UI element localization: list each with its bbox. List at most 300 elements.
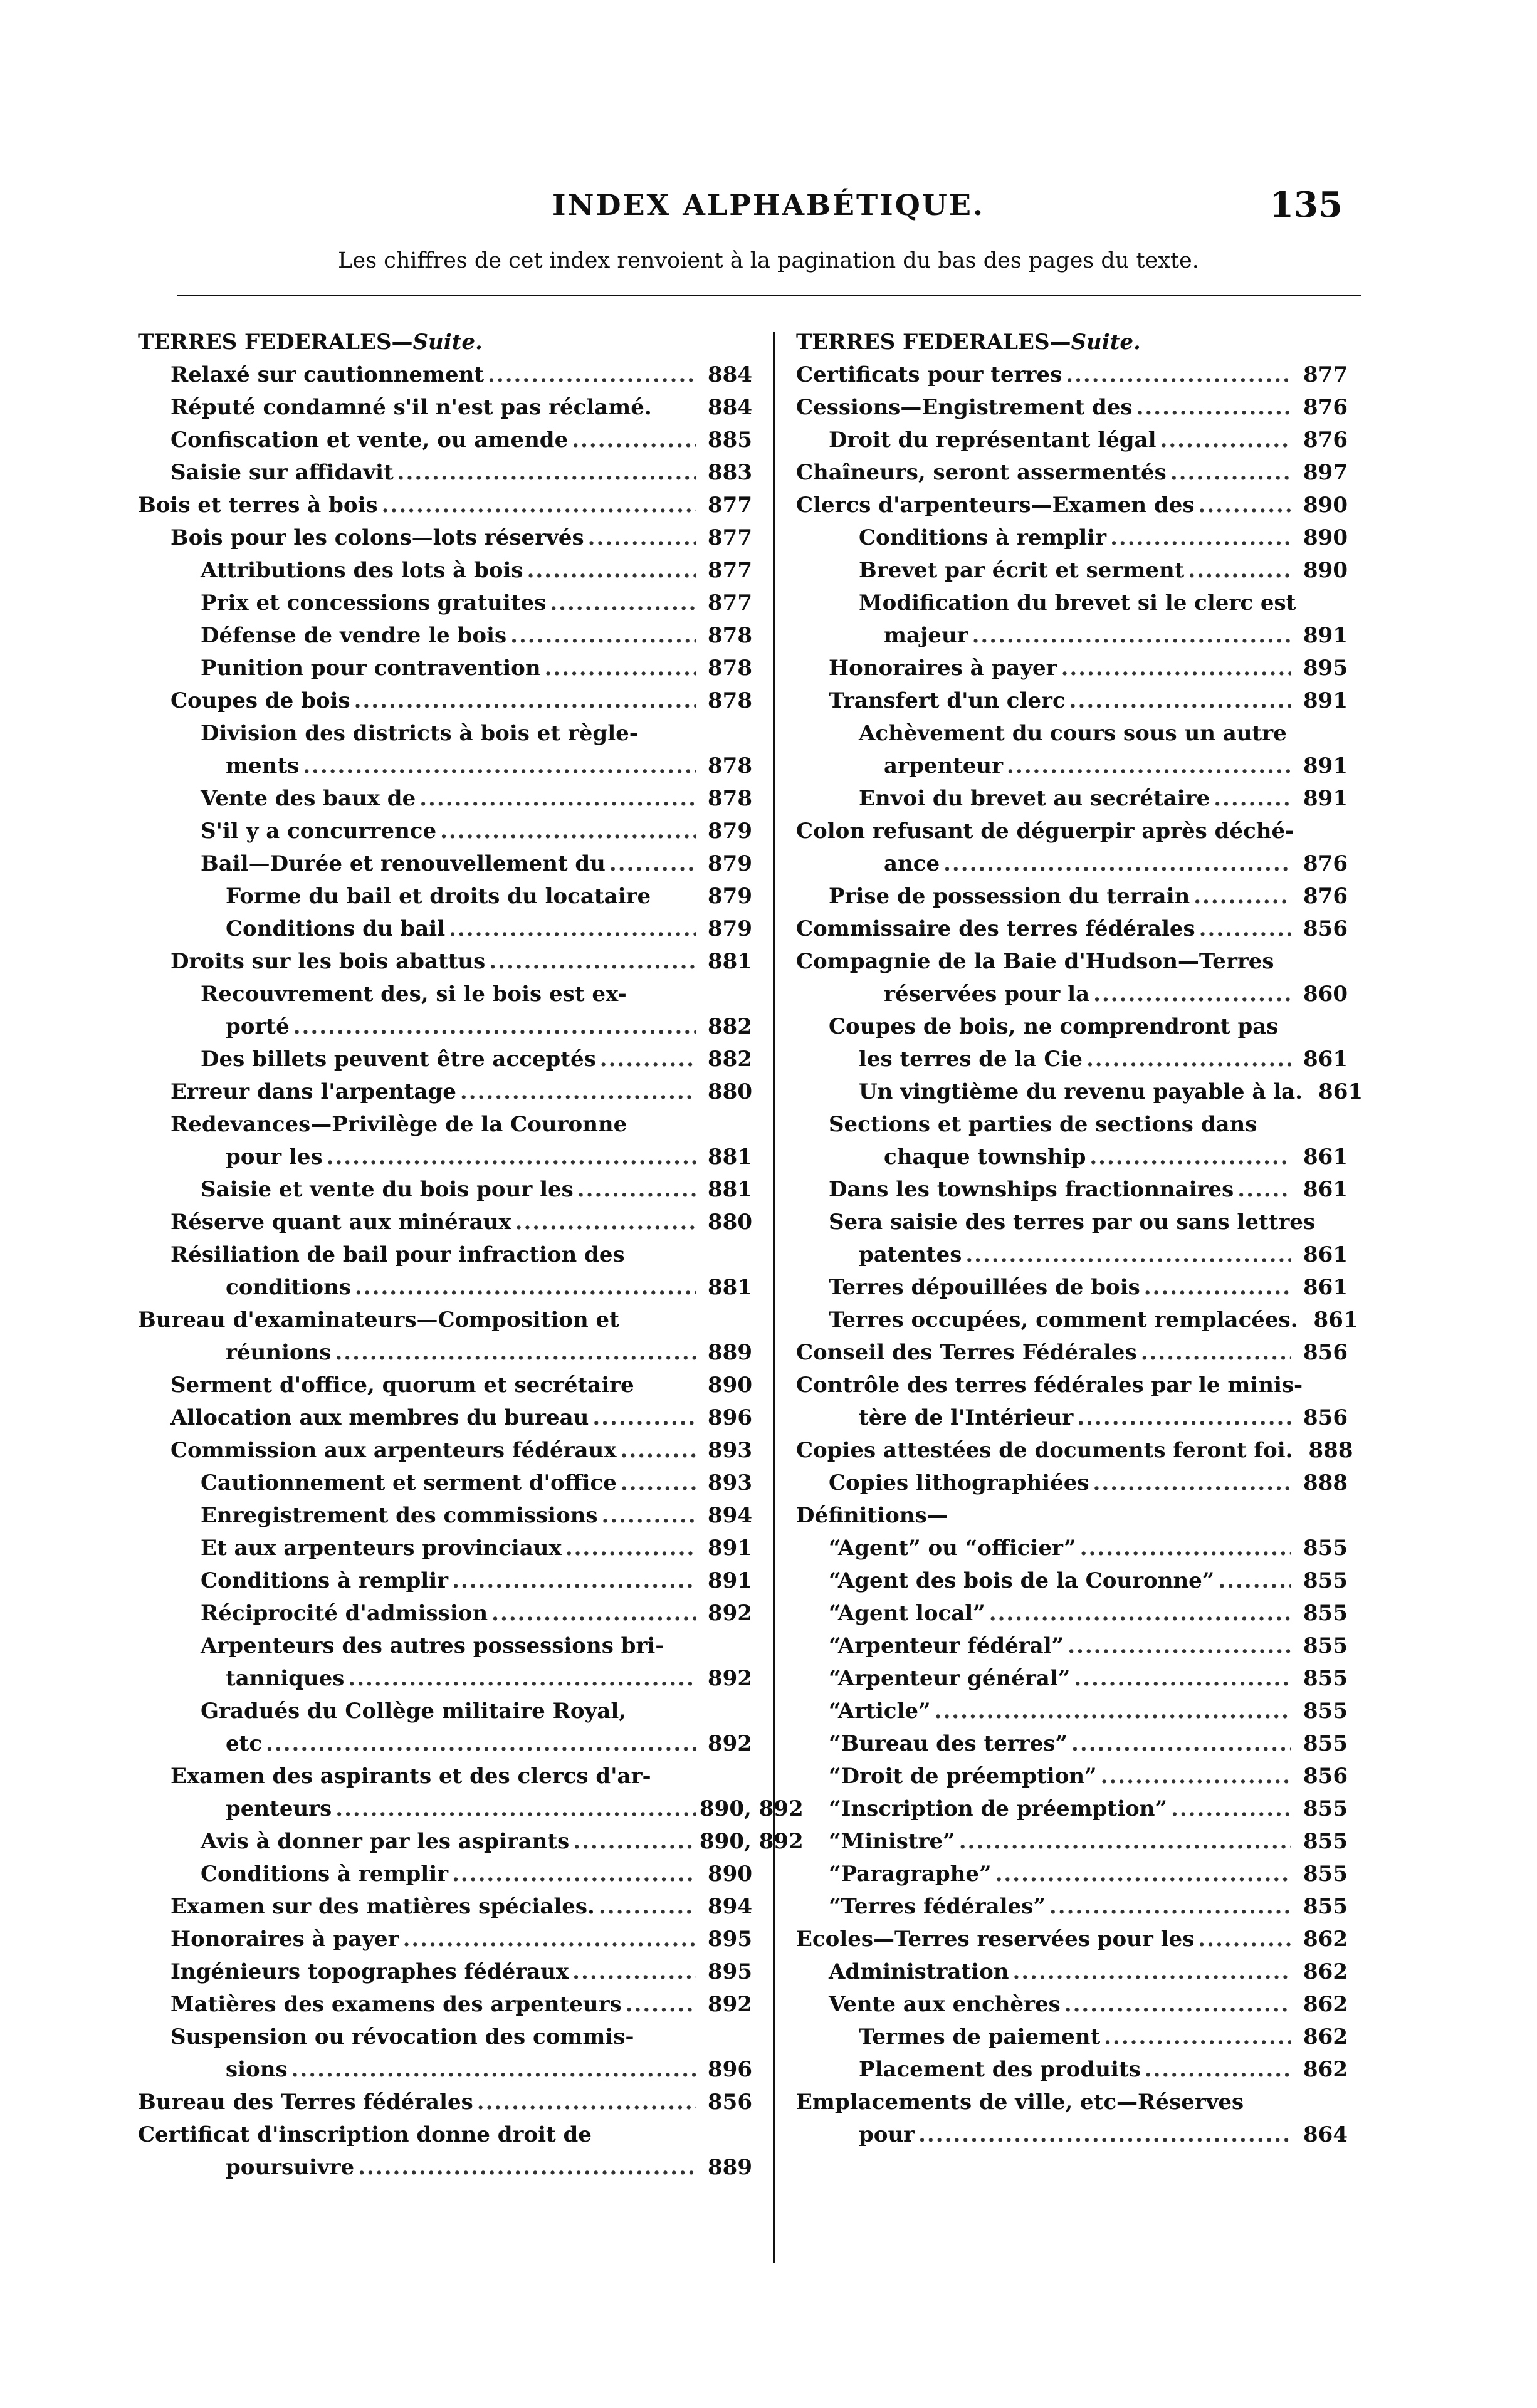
index-entry <box>138 1955 752 1988</box>
page-ref: 895 <box>708 1959 752 1984</box>
entry-text: majeur <box>884 623 968 648</box>
entry-text: Bois et terres à bois <box>138 493 378 518</box>
page-ref: 880 <box>708 1210 752 1235</box>
dot-leader <box>1218 1564 1291 1597</box>
dot-leader <box>572 424 696 456</box>
page-ref: 855 <box>1303 1894 1348 1919</box>
index-entry <box>796 1173 1348 1206</box>
index-entry <box>138 2086 752 2118</box>
dot-leader <box>1064 1988 1291 2021</box>
entry-text: Copies lithographiées <box>829 1470 1089 1495</box>
index-entry <box>138 913 752 945</box>
entry-text: Matières des examens des arpenteurs <box>170 1992 622 2017</box>
page-ref: 884 <box>708 395 752 420</box>
entry-text: Suspension ou révocation des commis- <box>170 2024 634 2049</box>
entry-text: Conseil des Terres Fédérales <box>796 1340 1137 1365</box>
index-entry <box>796 1890 1348 1923</box>
entry-text: Conditions à remplir <box>201 1568 449 1593</box>
page-ref: 880 <box>708 1079 752 1104</box>
entry-text: Un vingtième du revenu payable à la. <box>859 1079 1303 1104</box>
dot-leader <box>452 1858 696 1890</box>
dot-leader <box>477 2086 696 2118</box>
dot-leader <box>1237 1173 1291 1206</box>
page-ref: 856 <box>1303 1340 1348 1365</box>
page-number: 135 <box>1269 184 1343 226</box>
page-ref: 884 <box>708 362 752 387</box>
page-ref: 861 <box>1318 1079 1363 1104</box>
index-entry <box>138 1401 752 1434</box>
dot-leader <box>397 456 696 489</box>
entry-text: Cautionnement et serment d'office <box>201 1470 617 1495</box>
entry-text: “Arpenteur général” <box>829 1666 1071 1691</box>
page-ref: 862 <box>1303 1959 1348 1984</box>
entry-text: Coupes de bois, ne comprendront pas <box>829 1014 1279 1039</box>
dot-leader <box>291 2053 696 2086</box>
page-ref: 879 <box>708 819 752 844</box>
entry-text: Commission aux arpenteurs fédéraux <box>170 1438 617 1463</box>
page-ref: 893 <box>708 1438 752 1463</box>
index-entry <box>138 1206 752 1238</box>
dot-leader <box>599 1890 696 1923</box>
index-entry <box>796 782 1348 815</box>
column-divider <box>773 332 775 2263</box>
page-ref: 892 <box>708 1666 752 1691</box>
dot-leader <box>1093 978 1291 1010</box>
index-entry <box>138 1662 752 1695</box>
entry-text: Recouvrement des, si le bois est ex- <box>201 982 627 1007</box>
index-entry <box>796 847 1348 880</box>
entry-text: Bureau des Terres fédérales <box>138 2090 473 2115</box>
dot-leader <box>488 359 696 391</box>
dot-leader <box>573 1825 696 1858</box>
entry-text: pour les <box>226 1144 323 1170</box>
page-ref: 888 <box>1303 1470 1348 1495</box>
index-entry <box>796 717 1348 750</box>
page-ref: 879 <box>708 916 752 941</box>
dot-leader <box>609 847 696 880</box>
entry-text: “Terres fédérales” <box>829 1894 1046 1919</box>
index-entry <box>796 1858 1348 1890</box>
page-ref: 861 <box>1303 1144 1348 1170</box>
index-entry <box>138 1630 752 1662</box>
dot-leader <box>1068 1630 1291 1662</box>
dot-leader <box>1101 1760 1291 1793</box>
page-ref: 891 <box>708 1536 752 1561</box>
page-ref: 855 <box>1303 1796 1348 1821</box>
entry-text: Attributions des lots à bois <box>201 558 523 583</box>
dot-leader <box>588 521 696 554</box>
entry-text: Ingénieurs topographes fédéraux <box>170 1959 569 1984</box>
dot-leader <box>1144 1271 1291 1304</box>
page-ref: 881 <box>708 949 752 974</box>
page-ref: 882 <box>708 1014 752 1039</box>
index-entry <box>796 1630 1348 1662</box>
index-entry <box>796 619 1348 652</box>
dot-leader <box>440 815 696 847</box>
index-entry <box>138 717 752 750</box>
index-entry <box>138 1336 752 1369</box>
entry-text: Forme du bail et droits du locataire <box>226 884 651 909</box>
page-ref: 855 <box>1303 1829 1348 1854</box>
dot-leader <box>1171 1793 1291 1825</box>
entry-text: Bail—Durée et renouvellement du <box>201 851 606 876</box>
page-ref: 860 <box>1303 982 1348 1007</box>
index-entry <box>796 1304 1358 1336</box>
page-ref: 891 <box>1303 688 1348 713</box>
dot-leader <box>382 489 696 521</box>
index-entry <box>796 456 1348 489</box>
dot-leader <box>303 750 696 782</box>
header-rule <box>177 295 1361 296</box>
entry-text: Colon refusant de déguerpir après déché- <box>796 819 1294 844</box>
page-ref: 855 <box>1303 1666 1348 1691</box>
entry-text: Serment d'office, quorum et secrétaire <box>170 1373 634 1398</box>
index-entry <box>796 1597 1348 1630</box>
entry-text: Sections et parties de sections dans <box>829 1112 1257 1137</box>
page-ref: 891 <box>1303 623 1348 648</box>
entry-text: Cessions—Engistrement des <box>796 395 1133 420</box>
page-ref: 891 <box>1303 786 1348 811</box>
dot-leader <box>527 554 696 587</box>
dot-leader <box>1141 1336 1291 1369</box>
page-ref: 893 <box>708 1470 752 1495</box>
entry-text: porté <box>226 1014 290 1039</box>
entry-text: Erreur dans l'arpentage <box>170 1079 456 1104</box>
index-entry <box>796 1271 1348 1304</box>
entry-text: Résiliation de bail pour infraction des <box>170 1242 625 1267</box>
entry-text: “Bureau des terres” <box>829 1731 1068 1756</box>
page-ref: 856 <box>708 2090 752 2115</box>
dot-leader <box>577 1173 696 1206</box>
index-entry <box>138 1532 752 1564</box>
page-ref: 878 <box>708 656 752 681</box>
index-entry <box>138 880 752 913</box>
page-ref: 897 <box>1303 460 1348 485</box>
index-entry <box>796 1369 1348 1401</box>
entry-text: ments <box>226 753 300 778</box>
index-entry <box>796 2053 1348 2086</box>
index-entry <box>138 1988 752 2021</box>
index-entry <box>796 1141 1348 1173</box>
entry-text: Des billets peuvent être acceptés <box>201 1047 596 1072</box>
entry-text: patentes <box>859 1242 962 1267</box>
page-ref: 877 <box>708 493 752 518</box>
entry-text: Conditions à remplir <box>859 525 1107 550</box>
index-entry <box>796 2086 1348 2118</box>
page-ref: 883 <box>708 460 752 485</box>
index-entry <box>796 1955 1348 1988</box>
entry-text: “Article” <box>829 1699 931 1724</box>
page-ref: 861 <box>1303 1275 1348 1300</box>
index-entry <box>796 1760 1348 1793</box>
page-ref: 862 <box>1303 1927 1348 1952</box>
dot-leader <box>621 1467 696 1499</box>
entry-text: Punition pour contravention <box>201 656 541 681</box>
index-entry <box>796 489 1348 521</box>
dot-leader <box>602 1499 696 1532</box>
index-entry <box>796 913 1348 945</box>
page-ref: 855 <box>1303 1731 1348 1756</box>
index-entry <box>138 1043 752 1076</box>
index-entry <box>796 1467 1348 1499</box>
index-entry <box>138 521 752 554</box>
index-entry <box>796 359 1348 391</box>
index-entry <box>138 1141 752 1173</box>
entry-text: Définitions— <box>796 1503 948 1528</box>
index-entry <box>138 1499 752 1532</box>
index-entry <box>138 1434 752 1467</box>
entry-text: Réserve quant aux minéraux <box>170 1210 511 1235</box>
entry-text: les terres de la Cie <box>859 1047 1083 1072</box>
entry-text: Certificat d'inscription donne droit de <box>138 2122 592 2147</box>
page-ref: 885 <box>708 427 752 453</box>
dot-leader <box>1136 391 1291 424</box>
entry-text: sions <box>226 2057 288 2082</box>
entry-text: “Agent local” <box>829 1601 985 1626</box>
dot-leader <box>995 1858 1291 1890</box>
dot-leader <box>1061 652 1291 684</box>
dot-leader <box>972 619 1291 652</box>
entry-text: ance <box>884 851 940 876</box>
entry-text: Vente aux enchères <box>829 1992 1061 2017</box>
index-entry <box>138 1238 752 1271</box>
page-ref: 855 <box>1303 1633 1348 1658</box>
index-entry <box>796 1532 1348 1564</box>
page-ref: 856 <box>1303 1764 1348 1789</box>
entry-text: Terres dépouillées de bois <box>829 1275 1140 1300</box>
page-subtitle: Les chiffres de cet index renvoient à la pagination du bas des pages du texte. <box>338 248 1199 273</box>
entry-text: penteurs <box>226 1796 332 1821</box>
entry-text: Honoraires à payer <box>170 1927 399 1952</box>
index-entry <box>138 1304 752 1336</box>
index-entry <box>138 1010 752 1043</box>
dot-leader <box>510 619 696 652</box>
page-ref: 878 <box>708 786 752 811</box>
dot-leader <box>545 652 696 684</box>
entry-text: Examen sur des matières spéciales. <box>170 1894 595 1919</box>
entry-text: Certificats pour terres <box>796 362 1062 387</box>
index-entry <box>796 1564 1348 1597</box>
page-ref: 856 <box>1303 916 1348 941</box>
entry-text: Droits sur les bois abattus <box>170 949 486 974</box>
page-ref: 889 <box>708 1340 752 1365</box>
entry-text: Copies attestées de documents feront foi. <box>796 1438 1293 1463</box>
index-entry <box>138 1108 752 1141</box>
dot-leader <box>626 1988 696 2021</box>
dot-leader <box>335 1336 696 1369</box>
index-entry <box>796 1793 1348 1825</box>
index-entry <box>138 1695 752 1727</box>
index-entry <box>138 2053 752 2086</box>
page-ref: 855 <box>1303 1601 1348 1626</box>
entry-text: Compagnie de la Baie d'Hudson—Terres <box>796 949 1274 974</box>
page-ref: 855 <box>1303 1568 1348 1593</box>
entry-text: Prix et concessions gratuites <box>201 590 547 615</box>
entry-text: Achèvement du cours sous un autre <box>859 721 1287 746</box>
entry-text: réunions <box>226 1340 332 1365</box>
page-ref: 862 <box>1303 1992 1348 2017</box>
dot-leader <box>491 1597 696 1630</box>
index-entry <box>138 1727 752 1760</box>
entry-text: Redevances—Privilège de la Couronne <box>170 1112 627 1137</box>
dot-leader <box>354 684 696 717</box>
index-entry <box>138 1369 752 1401</box>
index-entry <box>796 1825 1348 1858</box>
dot-leader <box>1013 1955 1292 1988</box>
entry-text: Confiscation et vente, ou amende <box>170 427 569 453</box>
index-entry <box>796 1076 1363 1108</box>
page-ref: 896 <box>708 2057 752 2082</box>
entry-text: tère de l'Intérieur <box>859 1405 1074 1430</box>
index-entry <box>796 1499 1348 1532</box>
page-ref: 879 <box>708 884 752 909</box>
entry-text: Vente des baux de <box>201 786 416 811</box>
entry-text: Allocation aux membres du bureau <box>170 1405 589 1430</box>
page-ref: 894 <box>708 1894 752 1919</box>
page-ref: 891 <box>1303 753 1348 778</box>
entry-text: Dans les townships fractionnaires <box>829 1177 1234 1202</box>
entry-text: Bois pour les colons—lots réservés <box>170 525 584 550</box>
index-column-right <box>796 326 1363 2151</box>
page-ref: 881 <box>708 1275 752 1300</box>
index-entry <box>138 1923 752 1955</box>
entry-text: Emplacements de ville, etc—Réserves <box>796 2090 1244 2115</box>
entry-text: “Agent” ou “officier” <box>829 1536 1076 1561</box>
entry-text: Division des districts à bois et règle- <box>201 721 638 746</box>
dot-leader <box>419 782 696 815</box>
page-ref: 890 <box>708 1861 752 1887</box>
index-entry <box>138 456 752 489</box>
index-entry <box>138 1890 752 1923</box>
dot-leader <box>572 1955 696 1988</box>
index-entry <box>138 326 752 359</box>
page-ref: 879 <box>708 851 752 876</box>
page-ref: 895 <box>708 1927 752 1952</box>
dot-leader <box>918 2118 1291 2151</box>
index-entry <box>138 2021 752 2053</box>
page-ref: 876 <box>1303 884 1348 909</box>
dot-leader <box>1066 359 1291 391</box>
page-ref: 862 <box>1303 2057 1348 2082</box>
index-entry <box>796 1206 1348 1238</box>
dot-leader <box>1049 1890 1291 1923</box>
page-ref: 892 <box>708 1601 752 1626</box>
entry-text: Contrôle des terres fédérales par le minis- <box>796 1373 1303 1398</box>
index-entry <box>796 1434 1353 1467</box>
page-ref: 894 <box>708 1503 752 1528</box>
page-ref: 877 <box>1303 362 1348 387</box>
page-title: INDEX ALPHABÉTIQUE. <box>552 188 985 222</box>
index-entry <box>138 1467 752 1499</box>
page-ref: 882 <box>708 1047 752 1072</box>
index-entry <box>138 424 752 456</box>
index-entry <box>138 1271 752 1304</box>
index-entry <box>796 1108 1348 1141</box>
dot-leader <box>1199 913 1291 945</box>
index-entry <box>796 945 1348 978</box>
dot-leader <box>1093 1467 1291 1499</box>
index-entry <box>138 1564 752 1597</box>
entry-text: Conditions du bail <box>226 916 446 941</box>
dot-leader <box>1199 489 1292 521</box>
entry-text: Brevet par écrit et serment <box>859 558 1185 583</box>
index-entry <box>796 880 1348 913</box>
entry-text: “Inscription de préemption” <box>829 1796 1167 1821</box>
page-ref: 889 <box>708 2155 752 2180</box>
page-ref: 890 <box>1303 493 1348 518</box>
index-entry <box>138 554 752 587</box>
dot-leader <box>1069 684 1291 717</box>
entry-text: conditions <box>226 1275 351 1300</box>
entry-text: tanniques <box>226 1666 345 1691</box>
dot-leader <box>1198 1923 1291 1955</box>
index-entry <box>796 2021 1348 2053</box>
dot-leader <box>935 1695 1291 1727</box>
entry-text: Gradués du Collège militaire Royal, <box>201 1699 627 1724</box>
entry-text: Et aux arpenteurs provinciaux <box>201 1536 562 1561</box>
index-entry <box>138 391 752 424</box>
page-ref: 877 <box>708 558 752 583</box>
dot-leader <box>335 1793 696 1825</box>
index-entry <box>138 815 752 847</box>
dot-leader <box>1086 1043 1291 1076</box>
entry-text: Coupes de bois <box>170 688 350 713</box>
entry-text: Sera saisie des terres par ou sans lettres <box>829 1210 1316 1235</box>
index-entry <box>796 1923 1348 1955</box>
index-entry <box>138 587 752 619</box>
dot-leader <box>327 1141 696 1173</box>
dot-leader <box>489 945 696 978</box>
page-ref: 878 <box>708 753 752 778</box>
page-ref: 890, 892 <box>700 1796 804 1821</box>
page-ref: 855 <box>1303 1536 1348 1561</box>
page-ref: 890 <box>1303 558 1348 583</box>
index-entry <box>138 1760 752 1793</box>
page-ref: 861 <box>1303 1047 1348 1072</box>
index-entry <box>138 619 752 652</box>
index-entry <box>796 1988 1348 2021</box>
entry-text: Termes de paiement <box>859 2024 1101 2049</box>
page-ref: 876 <box>1303 395 1348 420</box>
page-ref: 892 <box>708 1992 752 2017</box>
entry-text: Conditions à remplir <box>201 1861 449 1887</box>
index-entry <box>138 489 752 521</box>
index-entry <box>138 1825 804 1858</box>
entry-text: Droit du représentant légal <box>829 427 1157 453</box>
dot-leader <box>1193 880 1291 913</box>
index-entry <box>138 1597 752 1630</box>
entry-text-italic: Suite. <box>412 330 483 355</box>
page-ref: 891 <box>708 1568 752 1593</box>
entry-text: poursuivre <box>226 2155 355 2180</box>
dot-leader <box>1007 750 1291 782</box>
entry-text: Enregistrement des commissions <box>201 1503 598 1528</box>
entry-text: etc <box>226 1731 263 1756</box>
entry-text: Honoraires à payer <box>829 656 1057 681</box>
index-entry <box>138 750 752 782</box>
index-entry <box>138 1793 804 1825</box>
page-ref: 892 <box>708 1731 752 1756</box>
index-entry <box>796 978 1348 1010</box>
dot-leader <box>565 1532 696 1564</box>
dot-leader <box>621 1434 696 1467</box>
index-entry <box>796 1010 1348 1043</box>
entry-text: Examen des aspirants et des clercs d'ar- <box>170 1764 651 1789</box>
entry-text: Prise de possession du terrain <box>829 884 1190 909</box>
index-entry <box>138 978 752 1010</box>
index-column-left <box>138 326 804 2184</box>
entry-text: Clercs d'arpenteurs—Examen des <box>796 493 1195 518</box>
